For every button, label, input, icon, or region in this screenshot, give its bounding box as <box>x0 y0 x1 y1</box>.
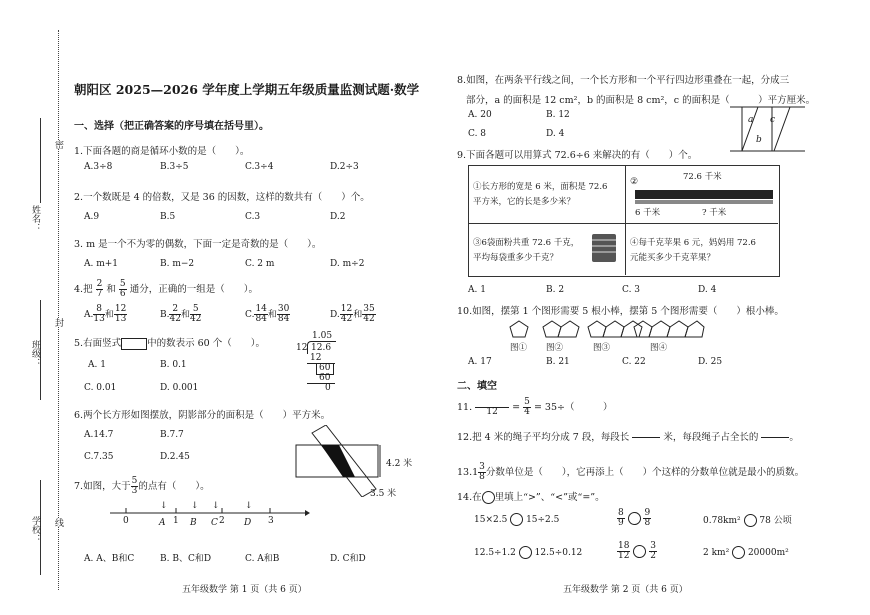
q5-opt-d: D. 0.001 <box>160 383 199 393</box>
expr: 2 km² <box>703 548 730 558</box>
division-line4: 0 <box>325 383 331 393</box>
equals: = <box>512 402 521 413</box>
label-b: b <box>756 135 762 145</box>
q9-case4-l1: ④每千克苹果 6 元，妈妈用 72.6 <box>630 238 756 248</box>
numerator: 9 <box>644 508 651 518</box>
q9-opt-a: A. 1 <box>468 285 486 295</box>
q2-opt-d: D.2 <box>330 212 346 222</box>
denominator: 13 <box>93 314 105 324</box>
page-footer-1: 五年级数学 第 1 页（共 6 页） <box>182 585 307 595</box>
fraction <box>478 463 486 482</box>
numerator: 14 <box>255 304 267 314</box>
q10-opt-b: B. 21 <box>546 357 570 367</box>
denominator: 8 <box>644 518 651 528</box>
division-quotient: 1.05 <box>312 331 333 341</box>
q9-case2-b1: 6 千米 <box>635 208 661 218</box>
q6-text: 6.两个长方形如图摆放，阴影部分的面积是（ ）平方米。 <box>74 410 331 421</box>
q14-row2-c <box>703 546 789 559</box>
q1-opt-d: D.2÷3 <box>330 162 359 172</box>
q12-mid: 米，每段绳子占全长的 <box>663 432 759 443</box>
school-label: 学校： <box>30 516 40 543</box>
q8-opt-a: A. 20 <box>468 110 492 120</box>
pentagon-3b <box>603 321 624 337</box>
dimension-4-2: 4.2 米 <box>386 459 413 469</box>
q1-opt-b: B.3÷5 <box>160 162 189 172</box>
numerator: 12 <box>340 304 353 314</box>
q1-text: 1.下面各题的商是循环小数的是（ ）。 <box>74 146 250 157</box>
division-line3: 60 <box>319 373 331 383</box>
q14-row1-a <box>474 513 559 526</box>
q9-text: 9.下面各题可以用算式 72.6÷6 来解决的有（ ）个。 <box>457 150 698 161</box>
q5-opt-a: A. 1 <box>88 360 106 370</box>
q1-opt-a: A.3÷8 <box>84 162 113 172</box>
q7-opt-d: D. C和D <box>330 554 366 564</box>
denominator: 2 <box>650 551 656 561</box>
q9-case4-l2: 元能买多少千克苹果？ <box>630 253 716 263</box>
dimension-3-5: 3.5 米 <box>370 489 397 499</box>
q6-opt-d: D.2.45 <box>160 452 190 462</box>
point-a: A <box>159 518 166 528</box>
fraction <box>119 280 127 299</box>
q9-opt-d: D. 4 <box>698 285 717 295</box>
denominator: 3 <box>131 486 138 496</box>
q10-opt-d: D. 25 <box>698 357 723 367</box>
denominator: 12 <box>486 407 498 417</box>
denominator: 9 <box>618 518 624 528</box>
division-dividend: 12.6 <box>311 343 332 353</box>
expr: 12.5÷0.12 <box>534 548 583 558</box>
binding-line <box>58 30 59 590</box>
fraction-blank <box>761 428 789 447</box>
fraction <box>617 542 630 561</box>
label-a: a <box>748 115 754 125</box>
fraction <box>114 305 127 324</box>
and-word: 和 <box>180 310 190 320</box>
denominator: 84 <box>277 314 290 324</box>
down-arrow-icon: ↓ <box>160 501 168 511</box>
name-line <box>40 118 41 203</box>
fraction <box>617 509 625 528</box>
q6-opt-c: C.7.35 <box>84 452 114 462</box>
fraction <box>254 305 267 324</box>
fraction <box>96 280 104 299</box>
fraction <box>649 542 657 561</box>
q14-row1-b <box>617 509 651 528</box>
q8-opt-c: C. 8 <box>468 129 487 139</box>
tick-label-0: 0 <box>123 516 129 526</box>
q11-number: 11. <box>457 402 473 413</box>
table-divider <box>468 223 778 224</box>
q4-and: 和 <box>106 284 116 295</box>
fig-label-2: 图② <box>546 343 564 353</box>
denominator-blank <box>632 438 660 447</box>
down-arrow-icon: ↓ <box>245 501 253 511</box>
q9-opt-b: B. 2 <box>546 285 565 295</box>
flour-bags-image <box>590 230 618 266</box>
section-choice-heading: 一、选择（把正确答案的序号填在括号里）。 <box>74 121 269 132</box>
pentagon-1 <box>510 321 528 337</box>
numerator: 18 <box>618 541 630 551</box>
denominator: 42 <box>340 314 353 324</box>
q2-text: 2.一个数既是 4 的倍数，又是 36 的因数，这样的数共有（ ）个。 <box>74 192 370 203</box>
blank-box <box>121 338 147 350</box>
segment-bar <box>635 190 773 199</box>
q3-opt-b: B. m−2 <box>160 259 195 269</box>
q9-case2-num: ② <box>630 177 639 187</box>
opt-letter: D. <box>330 310 340 320</box>
fraction <box>362 305 375 324</box>
division-divisor: 12 <box>296 343 308 353</box>
pentagon-figures <box>505 318 705 342</box>
denominator-blank <box>761 438 789 447</box>
page-footer-2: 五年级数学 第 2 页（共 6 页） <box>563 585 688 595</box>
and-word: 和 <box>353 310 363 320</box>
numerator: 2 <box>96 279 103 289</box>
q5-opt-c: C. 0.01 <box>84 383 117 393</box>
q11-rest: = 35÷（ ） <box>533 402 613 413</box>
q11-line <box>457 398 612 417</box>
q4-post: 通分，正确的一组是（ ）。 <box>129 284 258 295</box>
numerator: 5 <box>524 397 530 407</box>
expr: 20000m² <box>747 548 789 558</box>
expr: 0.78km² <box>703 516 741 526</box>
numerator-blank <box>761 428 789 438</box>
parallelogram <box>742 107 790 151</box>
compare-circle[interactable] <box>510 513 523 526</box>
denominator: 7 <box>96 289 103 299</box>
class-label: 班级： <box>30 340 40 367</box>
q14-row1-c <box>703 513 792 527</box>
q5-stem <box>74 335 265 350</box>
opt-letter: A. <box>84 310 94 320</box>
numerator: 5 <box>131 476 138 486</box>
point-d: D <box>244 518 252 528</box>
denominator: 42 <box>363 314 375 324</box>
q8-opt-d: D. 4 <box>546 129 565 139</box>
compare-circle[interactable] <box>633 545 646 558</box>
tick-label-3: 3 <box>268 516 274 526</box>
denominator: 6 <box>119 289 126 299</box>
point-c: C <box>211 518 218 528</box>
q10-opt-a: A. 17 <box>468 357 492 367</box>
numerator: 35 <box>363 304 375 314</box>
fraction <box>475 398 509 417</box>
q10-text: 10.如图，摆第 1 个图形需要 5 根小棒，摆第 5 个图形需要（ ）根小棒。 <box>457 306 784 317</box>
numerator: 3 <box>650 541 656 551</box>
numerator: 2 <box>169 305 180 315</box>
q12-pre: 12.把 4 米的绳子平均分成 7 段，每段长 <box>457 432 630 443</box>
numerator: 8 <box>93 305 104 315</box>
numerator-blank <box>632 428 660 438</box>
compare-circle[interactable] <box>628 512 641 525</box>
q4-opt-b <box>160 305 201 324</box>
parallel-lines-figure <box>730 105 805 153</box>
q7-opt-b: B. B、C和D <box>160 554 212 564</box>
q14-row2-b <box>617 542 657 561</box>
q13-pre: 13.1 <box>457 467 479 478</box>
fraction <box>340 305 353 324</box>
q2-opt-c: C.3 <box>245 212 261 222</box>
denominator: 84 <box>255 314 267 324</box>
q8-line1: 8.如图，在两条平行线之间，一个长方形和一个平行四边形重叠在一起，分成三 <box>457 75 790 86</box>
fraction-blank <box>632 428 660 447</box>
q3-opt-a: A. m+1 <box>84 259 119 269</box>
q7-opt-c: C. A和B <box>245 554 280 564</box>
opt-letter: C. <box>245 310 255 320</box>
expr: 15÷2.5 <box>526 515 560 525</box>
pentagon-2b <box>558 321 579 337</box>
seal-char: 线 <box>53 518 63 527</box>
q9-opt-c: C. 3 <box>622 285 641 295</box>
table-divider <box>625 165 626 275</box>
q14-post: 里填上“>”、“<”或“=”。 <box>494 492 605 503</box>
fraction <box>169 305 180 324</box>
q8-opt-b: B. 12 <box>546 110 570 120</box>
q9-case1-l2: 平方米，它的长是多少米？ <box>473 197 576 207</box>
section-fill-heading: 二、填空 <box>457 381 497 392</box>
q14-pre: 14.在 <box>457 492 482 503</box>
q5-post: 中的数表示 60 个（ ）。 <box>147 338 265 349</box>
numerator: 3 <box>479 462 485 472</box>
segment-bar <box>635 200 773 204</box>
denominator: 42 <box>189 314 202 324</box>
denominator: 42 <box>169 314 181 324</box>
down-arrow-icon: ↓ <box>212 501 220 511</box>
q14-stem <box>457 489 605 504</box>
numerator: 30 <box>277 304 290 314</box>
denominator: 8 <box>479 472 485 482</box>
fraction <box>190 305 201 324</box>
fig-label-1: 图① <box>510 343 528 353</box>
shaded-region <box>321 445 355 477</box>
compare-circle[interactable] <box>519 546 532 559</box>
expr: 15×2.5 <box>474 515 508 525</box>
division-line1: 12 <box>310 353 322 363</box>
q9-case3-l2: 平均每袋重多少千克？ <box>473 253 559 263</box>
q7-pre: 7.如图，大于 <box>74 481 131 492</box>
expr: 12.5÷1.2 <box>474 548 516 558</box>
q9-case2-b2: ? 千米 <box>702 208 727 218</box>
q4-opt-d <box>330 305 376 324</box>
and-word: 和 <box>267 310 277 320</box>
q7-post: 的点有（ ）。 <box>138 481 210 492</box>
pentagon-4d <box>685 321 704 337</box>
fig-label-3: 图③ <box>593 343 611 353</box>
seal-char: 密 <box>53 140 63 149</box>
denominator: 12 <box>618 551 630 561</box>
name-label: 姓名： <box>30 205 40 232</box>
q3-opt-c: C. 2 m <box>245 259 275 269</box>
label-c: c <box>770 115 776 125</box>
q2-opt-b: B.5 <box>160 212 176 222</box>
fraction <box>93 305 104 324</box>
numerator: 12 <box>114 304 127 314</box>
q1-opt-c: C.3÷4 <box>245 162 274 172</box>
q9-case2-top: 72.6 千米 <box>683 172 722 182</box>
flour-bag-stack <box>592 234 616 262</box>
and-word: 和 <box>104 310 114 320</box>
q13-post: 分数单位是（ ），它再添上（ ）个这样的分数单位就是最小的质数。 <box>485 467 805 478</box>
arrow-icon <box>305 510 310 516</box>
q7-opt-a: A. A、B和C <box>84 554 135 564</box>
page-title: 朝阳区 2025—2026 学年度上学期五年级质量监测试题·数学 <box>74 82 420 97</box>
q5-pre: 5.右面竖式 <box>74 338 122 349</box>
fraction <box>277 305 290 324</box>
q10-opt-c: C. 22 <box>622 357 646 367</box>
q4-stem <box>74 280 258 299</box>
q8-line2: 部分，a 的面积是 12 cm²，b 的面积是 8 cm²，c 的面积是（ ）平方厘米。 <box>466 95 816 106</box>
q5-opt-b: B. 0.1 <box>160 360 187 370</box>
fraction <box>643 509 651 528</box>
number-line <box>110 505 310 519</box>
q13-line <box>457 463 804 482</box>
q6-opt-a: A.14.7 <box>84 430 114 440</box>
circle-blank <box>482 491 495 504</box>
expr: 78 公顷 <box>759 516 792 526</box>
pentagon-4c <box>667 321 688 337</box>
q3-opt-d: D. m÷2 <box>330 259 365 269</box>
denominator: 4 <box>524 407 530 417</box>
q14-row2-a <box>474 546 582 559</box>
compare-circle[interactable] <box>732 546 745 559</box>
q7-stem <box>74 477 210 496</box>
denominator: 13 <box>114 314 127 324</box>
q9-case3-l1: ③6袋面粉共重 72.6 千克， <box>473 238 580 248</box>
opt-letter: B. <box>160 310 170 320</box>
q3-text: 3. m 是一个不为零的偶数，下面一定是奇数的是（ ）。 <box>74 239 322 250</box>
tick-label-1: 1 <box>173 516 179 526</box>
numerator: 5 <box>190 305 201 315</box>
numerator: 8 <box>618 508 624 518</box>
fraction <box>523 398 531 417</box>
pentagon-4b <box>649 321 670 337</box>
tick-label-2: 2 <box>219 516 225 526</box>
q4-pre: 4.把 <box>74 284 93 295</box>
division-line2: 60 <box>319 363 331 373</box>
q4-opt-c <box>245 305 290 324</box>
down-arrow-icon: ↓ <box>191 501 199 511</box>
q4-opt-a <box>84 305 127 324</box>
q9-case1-l1: ①长方形的宽是 6 米，面积是 72.6 <box>473 182 608 192</box>
compare-circle[interactable] <box>744 514 757 527</box>
q12-line: 12.把 4 米的绳子平均分成 7 段，每段长 米，每段绳子占全长的 。 <box>457 428 799 447</box>
q2-opt-a: A.9 <box>84 212 100 222</box>
q6-opt-b: B.7.7 <box>160 430 184 440</box>
seal-char: 封 <box>53 318 63 327</box>
fig-label-4: 图④ <box>650 343 668 353</box>
point-b: B <box>190 518 197 528</box>
numerator: 5 <box>119 279 126 289</box>
